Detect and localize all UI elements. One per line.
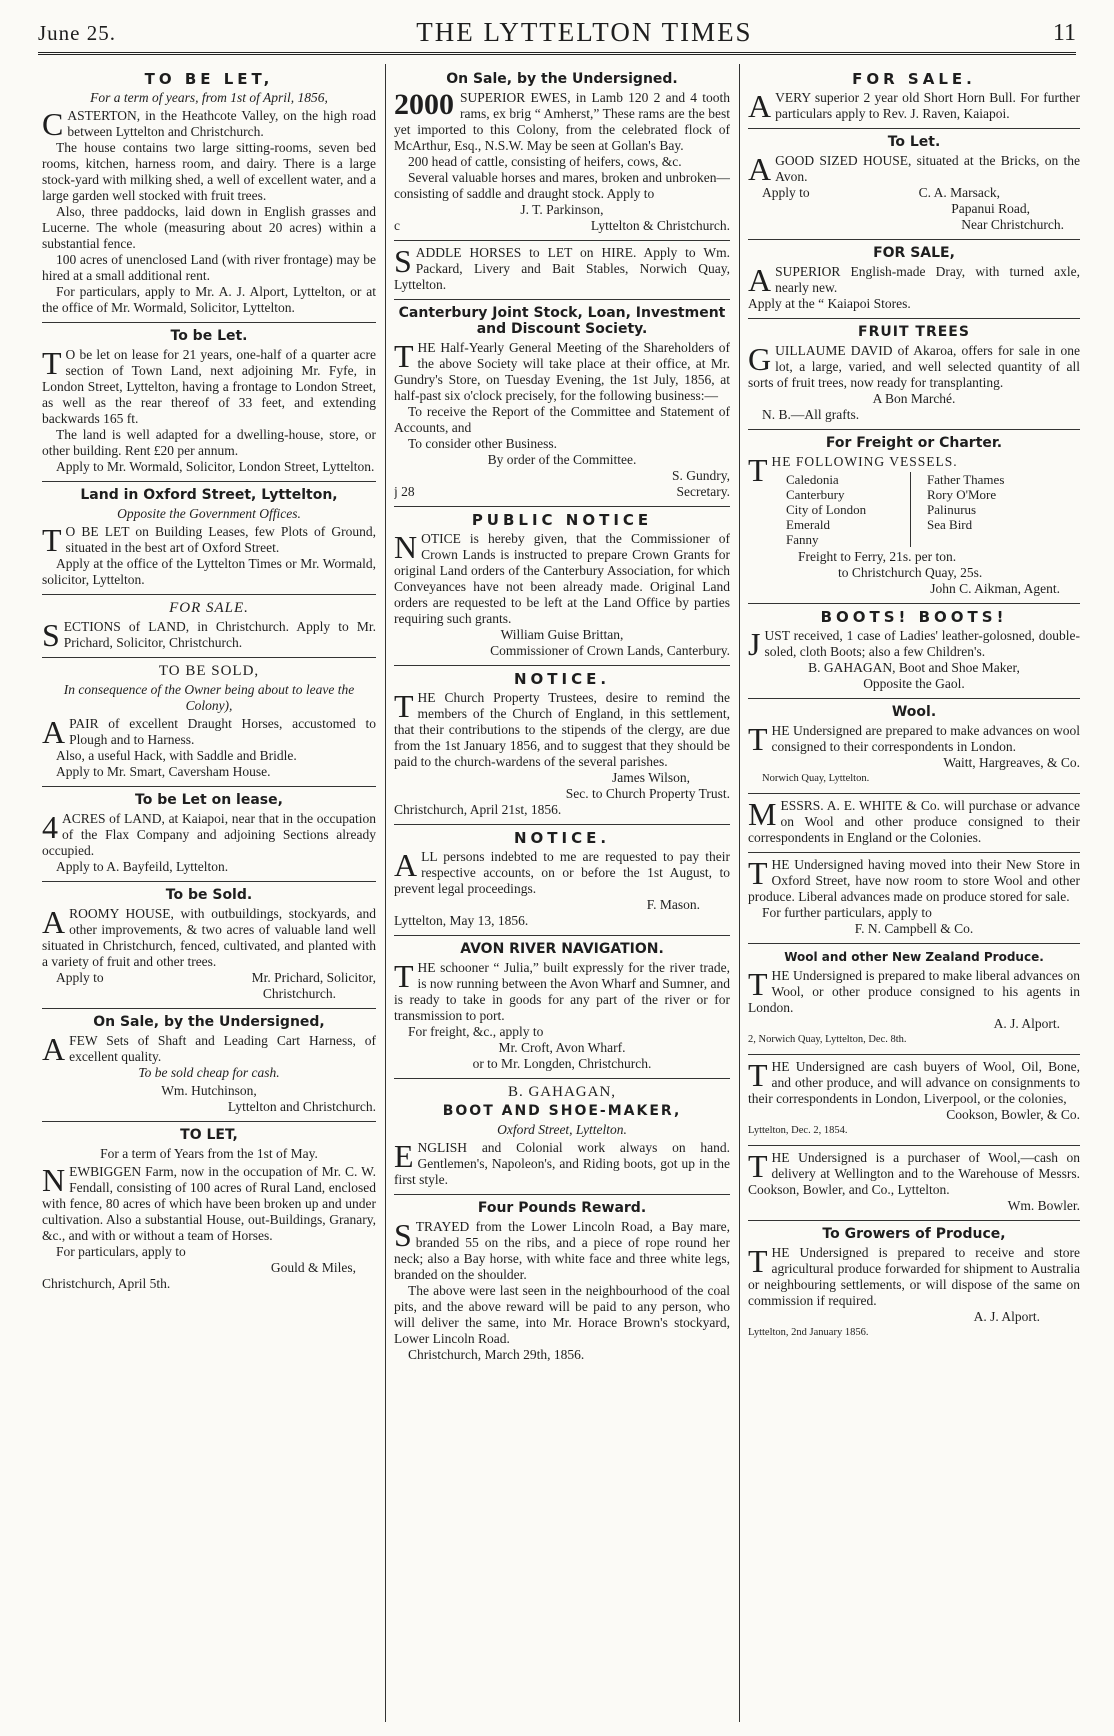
ad-signature: A. J. Alport. bbox=[973, 1309, 1040, 1324]
drop-cap: 4 bbox=[42, 809, 58, 845]
vessel-name: Emerald bbox=[786, 517, 831, 532]
ad-text: 200 head of cattle, consisting of heifers, cows, &c. bbox=[408, 154, 682, 169]
drop-cap: T bbox=[394, 688, 414, 724]
drop-cap: A bbox=[748, 88, 772, 124]
ad-signature: S. Gundry, bbox=[671, 468, 730, 483]
ad-signature: Lyttelton and Christchurch. bbox=[227, 1099, 376, 1114]
drop-cap: A bbox=[748, 262, 772, 298]
ad-date: Lyttelton, May 13, 1856. bbox=[394, 913, 529, 928]
ad-lead: HE Church Property Trustees, desire to remind the members of the Church of England, in this settlement, that their contributions to the stipends of the clergy, are due from the 1st January 1856, and to suggest that they should be paid to the church-wardens of the several parishes. bbox=[394, 690, 730, 769]
ad-heading: TO LET, bbox=[180, 1127, 238, 1143]
ad-signature: John C. Aikman, Agent. bbox=[930, 581, 1060, 596]
ad-text: For particulars, apply to bbox=[56, 1244, 186, 1259]
ad-lead: NGLISH and Colonial work always on hand. Gentlemen's, Napoleon's, and Riding boots, got up in the first style. bbox=[394, 1140, 730, 1187]
ad-fruit-trees bbox=[748, 319, 1080, 430]
ad-short-horn-bull bbox=[748, 66, 1080, 129]
ad-date: Christchurch, April 5th. bbox=[42, 1276, 171, 1291]
ad-text: To receive the Report of the Committee and Statement of Accounts, and bbox=[394, 404, 730, 435]
ad-signature: Wm. Hutchinson, bbox=[161, 1083, 257, 1098]
ad-cookson-bowler bbox=[748, 1055, 1080, 1146]
ad-signature: Mr. Prichard, Solicitor, bbox=[251, 970, 376, 985]
ad-draught-horses bbox=[42, 658, 376, 787]
ad-text: to Christchurch Quay, 25s. bbox=[838, 565, 983, 580]
ad-superior-ewes bbox=[394, 66, 730, 241]
ad-heading: Wool. bbox=[891, 704, 937, 720]
ad-roomy-house bbox=[42, 882, 376, 1009]
ad-lead: PAIR of excellent Draught Horses, accustomed to Plough and to Harness. bbox=[69, 716, 376, 747]
ad-text: For particulars, apply to Mr. A. J. Alport, Lyttelton, or at the office of Mr. Wormald, Solicitor, Lyttelton. bbox=[42, 284, 376, 315]
ad-signature: F. Mason. bbox=[646, 897, 700, 912]
ad-heading: To be Let. bbox=[170, 328, 248, 344]
drop-cap: A bbox=[42, 1031, 66, 1067]
ad-lead: UST received, 1 case of Ladies' leather-golosned, double-soled, cloth Boots; also a few Children's. bbox=[764, 628, 1080, 659]
ad-lead: HE Undersigned having moved into their New Store in Oxford Street, have now room to store Wool and other produce. Liberal advances made on produce stored for sale. bbox=[748, 857, 1080, 904]
column-rule bbox=[385, 64, 386, 1722]
ad-mark: j 28 bbox=[394, 484, 415, 499]
ad-ae-white bbox=[748, 794, 1080, 853]
ad-lead: VERY superior 2 year old Short Horn Bull. For further particulars apply to Rev. J. Raven, Kaiapoi. bbox=[775, 90, 1080, 121]
ad-heading: TO BE LET, bbox=[144, 70, 274, 88]
ad-text: The land is well adapted for a dwelling-house, store, or other building. Rent £20 per annum. bbox=[42, 427, 376, 458]
ad-signature: Lyttelton & Christchurch. bbox=[590, 218, 730, 233]
ad-signature: William Guise Brittan, bbox=[500, 627, 624, 642]
ad-text: Freight to Ferry, 21s. per ton. bbox=[798, 549, 957, 564]
ad-signature: Papanui Road, bbox=[951, 201, 1030, 216]
ad-text: For freight, &c., apply to bbox=[408, 1024, 544, 1039]
ad-heading: BOOT AND SHOE-MAKER, bbox=[442, 1103, 682, 1119]
drop-cap: A bbox=[748, 151, 772, 187]
ad-heading: NOTICE. bbox=[513, 670, 611, 688]
ad-text: Also, three paddocks, laid down in English grasses and Lucerne. The whole (measuring about 20 acres) within a substantial fence. bbox=[42, 204, 376, 251]
ad-freight-charter bbox=[748, 430, 1080, 604]
ad-sections-for-sale bbox=[42, 595, 376, 658]
ad-signature: Sec. to Church Property Trust. bbox=[565, 786, 730, 801]
ad-heading: FRUIT TREES bbox=[858, 324, 970, 340]
ad-heading: FOR SALE. bbox=[169, 600, 249, 616]
ad-place: 2, Norwich Quay, Lyttelton, Dec. 8th. bbox=[748, 1034, 907, 1045]
ad-heading: Four Pounds Reward. bbox=[477, 1200, 647, 1216]
vessel-name: Canterbury bbox=[786, 487, 845, 502]
ad-signature: Secretary. bbox=[676, 484, 730, 499]
ad-four-pounds-reward bbox=[394, 1195, 730, 1369]
ad-lead: HE Undersigned are prepared to make advances on wool consigned to their correspondents in London. bbox=[771, 723, 1080, 754]
ad-dray-for-sale bbox=[748, 240, 1080, 319]
ad-text: Apply to bbox=[762, 185, 810, 200]
ad-text: Mr. Croft, Avon Wharf. bbox=[498, 1040, 626, 1055]
ad-lead: UILLAUME DAVID of Akaroa, offers for sale in one lot, a large, varied, and well selected quantity of all sorts of fruit trees, now ready for transplanting. bbox=[748, 343, 1080, 390]
ad-lead: O be let on lease for 21 years, one-half of a quarter acre section of Town Land, next adjoining Mr. Fyfe, in London Street, Lyttelton, having a frontage to London Street, as well as the rear thereof of 33 feet, and extending backwards 165 ft. bbox=[42, 347, 376, 426]
drop-cap: A bbox=[42, 714, 66, 750]
drop-cap: N bbox=[42, 1162, 66, 1198]
newspaper-title: THE LYTTELTON TIMES bbox=[416, 17, 753, 47]
ad-heading: FOR SALE, bbox=[873, 245, 955, 261]
ad-mason-notice bbox=[394, 825, 730, 936]
ad-date: Christchurch, March 29th, 1856. bbox=[408, 1347, 585, 1362]
drop-cap: T bbox=[42, 345, 62, 381]
ad-heading: For Freight or Charter. bbox=[825, 435, 1003, 451]
ad-wool-advances bbox=[748, 699, 1080, 794]
issue-date: June 25. bbox=[38, 21, 116, 45]
drop-cap: G bbox=[748, 341, 772, 377]
ad-lead: ESSRS. A. E. WHITE & Co. will purchase or advance on Wool and other produce consigned to their correspondents in England or the Colonies. bbox=[748, 798, 1080, 845]
drop-cap: S bbox=[394, 1217, 412, 1253]
ad-text: Apply to Mr. Wormald, Solicitor, London Street, Lyttelton. bbox=[56, 459, 375, 474]
ad-wm-bowler bbox=[748, 1146, 1080, 1221]
drop-cap: T bbox=[748, 452, 768, 488]
ad-text: or to Mr. Longden, Christchurch. bbox=[472, 1056, 652, 1071]
ad-lead: HE Undersigned is a purchaser of Wool,—cash on delivery at Wellington and to the Warehouse of Messrs. Cookson, Bowler, and Co., Lyttelton. bbox=[748, 1150, 1080, 1197]
ad-text: Opposite the Gaol. bbox=[863, 676, 965, 691]
drop-cap: T bbox=[748, 1057, 768, 1093]
drop-cap: A bbox=[42, 904, 66, 940]
drop-cap: T bbox=[748, 855, 768, 891]
ad-lead: ACRES of LAND, at Kaiapoi, near that in the occupation of the Flax Company and adjoining Sections already occupied. bbox=[42, 811, 376, 858]
ad-heading: Wool and other New Zealand Produce. bbox=[784, 950, 1044, 964]
ad-canterbury-society bbox=[394, 300, 730, 507]
ad-house-to-let bbox=[748, 129, 1080, 240]
ad-signature: Waitt, Hargreaves, & Co. bbox=[943, 755, 1080, 770]
drop-cap: T bbox=[394, 338, 414, 374]
ad-signature: J. T. Parkinson, bbox=[520, 202, 604, 217]
ad-signature: F. N. Campbell & Co. bbox=[854, 921, 974, 936]
ad-signature: Wm. Bowler. bbox=[1007, 1198, 1080, 1213]
ad-subheading: In consequence of the Owner being about to leave the Colony), bbox=[63, 682, 355, 713]
ad-lead: HE Undersigned are cash buyers of Wool, Oil, Bone, and other produce, and will advance on consignments to their correspondents in London, Liverpool, or the colonies, bbox=[748, 1059, 1080, 1106]
ad-lead: ECTIONS of LAND, in Christchurch. Apply to Mr. Prichard, Solicitor, Christchurch. bbox=[63, 619, 376, 650]
vessel-name: Palinurus bbox=[927, 502, 977, 517]
ad-place: Norwich Quay, Lyttelton. bbox=[762, 773, 870, 784]
ad-text: A Bon Marché. bbox=[872, 391, 956, 406]
ad-text: Apply at the office of the Lyttelton Times or Mr. Wormald, solicitor, Lyttelton. bbox=[42, 556, 376, 587]
ad-casterton bbox=[42, 66, 376, 323]
ad-lead: OTICE is hereby given, that the Commissioner of Crown Lands is instructed to prepare Crown Grants for original Land orders of the Canterbury Association, for which Conveyances have not been already made. Original Land orders are requested to be left at the Land Office by parties requiring such grants. bbox=[394, 531, 730, 626]
drop-cap: C bbox=[42, 106, 64, 142]
vessel-list bbox=[786, 472, 1080, 547]
ad-lead: TRAYED from the Lower Lincoln Road, a Bay mare, branded 55 on the ribs, and a piece of rope round her neck; also a Bay horse, with white face and three white legs, branded on the shoulder. bbox=[394, 1219, 730, 1282]
ad-heading: AVON RIVER NAVIGATION. bbox=[460, 941, 664, 957]
ad-text: Several valuable horses and mares, broken and unbroken—consisting of saddle and draught stock. Apply to bbox=[394, 170, 730, 201]
ad-lead: ADDLE HORSES to LET on HIRE. Apply to Wm. Packard, Livery and Bait Stables, Norwich Quay, Lyttelton. bbox=[394, 245, 730, 292]
ad-text: By order of the Committee. bbox=[487, 452, 637, 467]
ad-signature: A. J. Alport. bbox=[993, 1016, 1060, 1031]
drop-cap: T bbox=[748, 721, 768, 757]
ad-kaiapoi-lease bbox=[42, 787, 376, 882]
ad-date: Christchurch, April 21st, 1856. bbox=[394, 802, 562, 817]
ad-heading: To Let. bbox=[887, 134, 941, 150]
ad-text: For further particulars, apply to bbox=[762, 905, 932, 920]
drop-cap: T bbox=[748, 1148, 768, 1184]
ad-text: The house contains two large sitting-rooms, seven bed rooms, kitchen, harness room, and dairy. There is a large stock-yard with milking shed, a well of excellent water, and a large garden well stocked with fruit trees. bbox=[42, 140, 376, 203]
ad-lead: ASTERTON, in the Heathcote Valley, on the high road between Lyttelton and Christchurch. bbox=[67, 108, 376, 139]
ad-church-notice bbox=[394, 666, 730, 825]
ad-lead: HE Undersigned is prepared to make liberal advances on Wool, or other produce consigned to his agents in London. bbox=[748, 968, 1080, 1015]
drop-cap: T bbox=[42, 522, 62, 558]
ad-signature: James Wilson, bbox=[612, 770, 690, 785]
vessel-name: Fanny bbox=[786, 532, 819, 547]
ad-text: The above were last seen in the neighbourhood of the coal pits, and the above reward will be paid to any person, who will deliver the same, into Mr. Horace Brown's stockyard, Lower Lincoln Road. bbox=[394, 1283, 730, 1346]
ad-text: 100 acres of unenclosed Land (with river frontage) may be hired at a small additional rent. bbox=[42, 252, 376, 283]
ad-heading: Canterbury Joint Stock, Loan, Investment and Discount Society. bbox=[398, 305, 726, 337]
masthead bbox=[38, 18, 1076, 55]
ad-heading: On Sale, by the Undersigned. bbox=[446, 71, 678, 87]
drop-cap: S bbox=[42, 617, 60, 653]
vessel-name: City of London bbox=[786, 502, 867, 517]
ad-lead: SUPERIOR English-made Dray, with turned axle, nearly new. bbox=[775, 264, 1080, 295]
ad-heading: Land in Oxford Street, Lyttelton, bbox=[80, 487, 338, 503]
ad-number: 2000 bbox=[394, 88, 454, 121]
ad-subheading: To be sold cheap for cash. bbox=[138, 1065, 280, 1080]
ad-avon-river bbox=[394, 936, 730, 1079]
ad-signature: Cookson, Bowler, & Co. bbox=[946, 1107, 1080, 1122]
ad-cart-harness bbox=[42, 1009, 376, 1122]
ad-lead: HE schooner “ Julia,” built expressly for the river trade, is now running between the Avon Wharf and Sumner, and is ready to take in goods for any part of the river or for transmission to port. bbox=[394, 960, 730, 1023]
ad-text: Apply to bbox=[56, 970, 104, 985]
column-2 bbox=[394, 66, 730, 1726]
ad-nz-produce bbox=[748, 944, 1080, 1055]
ad-heading: To be Let on lease, bbox=[135, 792, 283, 808]
ad-gahagan-bootmaker bbox=[394, 1079, 730, 1195]
ad-saddle-horses bbox=[394, 241, 730, 300]
ad-subheading: Opposite the Government Offices. bbox=[117, 506, 301, 521]
drop-cap: E bbox=[394, 1138, 414, 1174]
ad-signature: Near Christchurch. bbox=[961, 217, 1064, 232]
ad-heading: To Growers of Produce, bbox=[822, 1226, 1006, 1242]
vessel-name: Caledonia bbox=[786, 472, 839, 487]
ad-name: B. GAHAGAN, bbox=[507, 1084, 617, 1100]
ad-heading: NOTICE. bbox=[513, 829, 611, 847]
page-number: 11 bbox=[1052, 20, 1076, 46]
ad-lead: HE Undersigned is prepared to receive and store agricultural produce forwarded for shipment to Australia or neighbouring settlements, or will dispose of the same on commission if required. bbox=[748, 1245, 1080, 1308]
ad-signature: Gould & Miles, bbox=[270, 1260, 356, 1275]
ad-text: Apply to Mr. Smart, Caversham House. bbox=[56, 764, 271, 779]
ad-text: Also, a useful Hack, with Saddle and Bridle. bbox=[56, 748, 297, 763]
ad-lead: SUPERIOR EWES, in Lamb 120 2 and 4 tooth rams, ex brig “ Amherst,” These rams are the best yet imported to this Colony, from the celebrated flock of McArthur, Esq., N.S.W. May be seen at Gollan's Bay. bbox=[394, 90, 730, 153]
ad-subheading: For a term of Years from the 1st of May. bbox=[100, 1146, 318, 1161]
ad-boots bbox=[748, 604, 1080, 699]
ad-heading: TO BE SOLD, bbox=[158, 663, 260, 679]
ad-place: Lyttelton, 2nd January 1856. bbox=[748, 1327, 869, 1338]
ad-public-notice bbox=[394, 507, 730, 666]
vessel-name: Sea Bird bbox=[927, 517, 973, 532]
ad-text: N. B.—All grafts. bbox=[762, 407, 860, 422]
ad-heading: On Sale, by the Undersigned, bbox=[93, 1014, 325, 1030]
ad-text: Apply to A. Bayfeild, Lyttelton. bbox=[56, 859, 229, 874]
ad-text: Apply at the “ Kaiapoi Stores. bbox=[748, 296, 911, 311]
ad-oxford-street bbox=[42, 482, 376, 595]
vessel-name: Father Thames bbox=[927, 472, 1005, 487]
ad-lead: GOOD SIZED HOUSE, situated at the Bricks, on the Avon. bbox=[775, 153, 1080, 184]
ad-heading: PUBLIC NOTICE bbox=[471, 511, 653, 529]
ad-heading: To be Sold. bbox=[165, 887, 253, 903]
ad-text: B. GAHAGAN, Boot and Shoe Maker, bbox=[808, 660, 1020, 675]
ad-subheading: For a term of years, from 1st of April, 1856, bbox=[90, 90, 328, 105]
drop-cap: A bbox=[394, 847, 418, 883]
ad-growers-of-produce bbox=[748, 1221, 1080, 1347]
ad-signature: Christchurch. bbox=[262, 986, 336, 1001]
ad-newbiggen-farm bbox=[42, 1122, 376, 1298]
ad-signature: Commissioner of Crown Lands, Canterbury. bbox=[490, 643, 730, 658]
ad-lead: HE FOLLOWING VESSELS. bbox=[771, 454, 958, 469]
column-3 bbox=[748, 66, 1080, 1726]
ad-mark: c bbox=[394, 218, 400, 233]
ad-lead: HE Half-Yearly General Meeting of the Shareholders of the above Society will take place at their office, at Mr. Gundry's Store, on Tuesday Evening, the 1st July, 1856, at half-past six o'clock precisely, for the following business:— bbox=[394, 340, 730, 403]
drop-cap: N bbox=[394, 529, 418, 565]
drop-cap: T bbox=[748, 1243, 768, 1279]
ad-lead: FEW Sets of Shaft and Leading Cart Harness, of excellent quality. bbox=[69, 1033, 376, 1064]
ad-subheading: Oxford Street, Lyttelton. bbox=[497, 1122, 627, 1137]
drop-cap: T bbox=[748, 966, 768, 1002]
ad-heading: FOR SALE. bbox=[852, 70, 976, 88]
ad-lead: ROOMY HOUSE, with outbuildings, stockyards, and other improvements, & two acres of valuable land well situated in Christchurch, fenced, cultivated, and planted with a variety of fruit and other trees. bbox=[42, 906, 376, 969]
ad-campbell-store bbox=[748, 853, 1080, 944]
ad-town-land-lease bbox=[42, 323, 376, 482]
ad-lead: O BE LET on Building Leases, few Plots of Ground, situated in the best art of Oxford Street. bbox=[65, 524, 376, 555]
drop-cap: T bbox=[394, 958, 414, 994]
drop-cap: S bbox=[394, 243, 412, 279]
ad-heading: BOOTS! BOOTS! bbox=[820, 608, 1008, 626]
ad-text: To consider other Business. bbox=[408, 436, 558, 451]
ad-signature: C. A. Marsack, bbox=[918, 185, 1000, 200]
column-1 bbox=[42, 66, 376, 1726]
drop-cap: J bbox=[748, 626, 761, 662]
drop-cap: M bbox=[748, 796, 777, 832]
vessel-name: Rory O'More bbox=[927, 487, 997, 502]
ad-lead: LL persons indebted to me are requested to pay their respective accounts, on or before the 1st August, to prevent legal proceedings. bbox=[394, 849, 730, 896]
ad-place: Lyttelton, Dec. 2, 1854. bbox=[748, 1125, 848, 1136]
column-rule bbox=[739, 64, 740, 1722]
ad-lead: EWBIGGEN Farm, now in the occupation of Mr. C. W. Fendall, consisting of 100 acres of Rural Land, enclosed with fence, 80 acres of which have been broken up and under cultivation. Also a substantial House, out-Buildings, Granary, &c., and with or without a team of Horses. bbox=[42, 1164, 376, 1243]
